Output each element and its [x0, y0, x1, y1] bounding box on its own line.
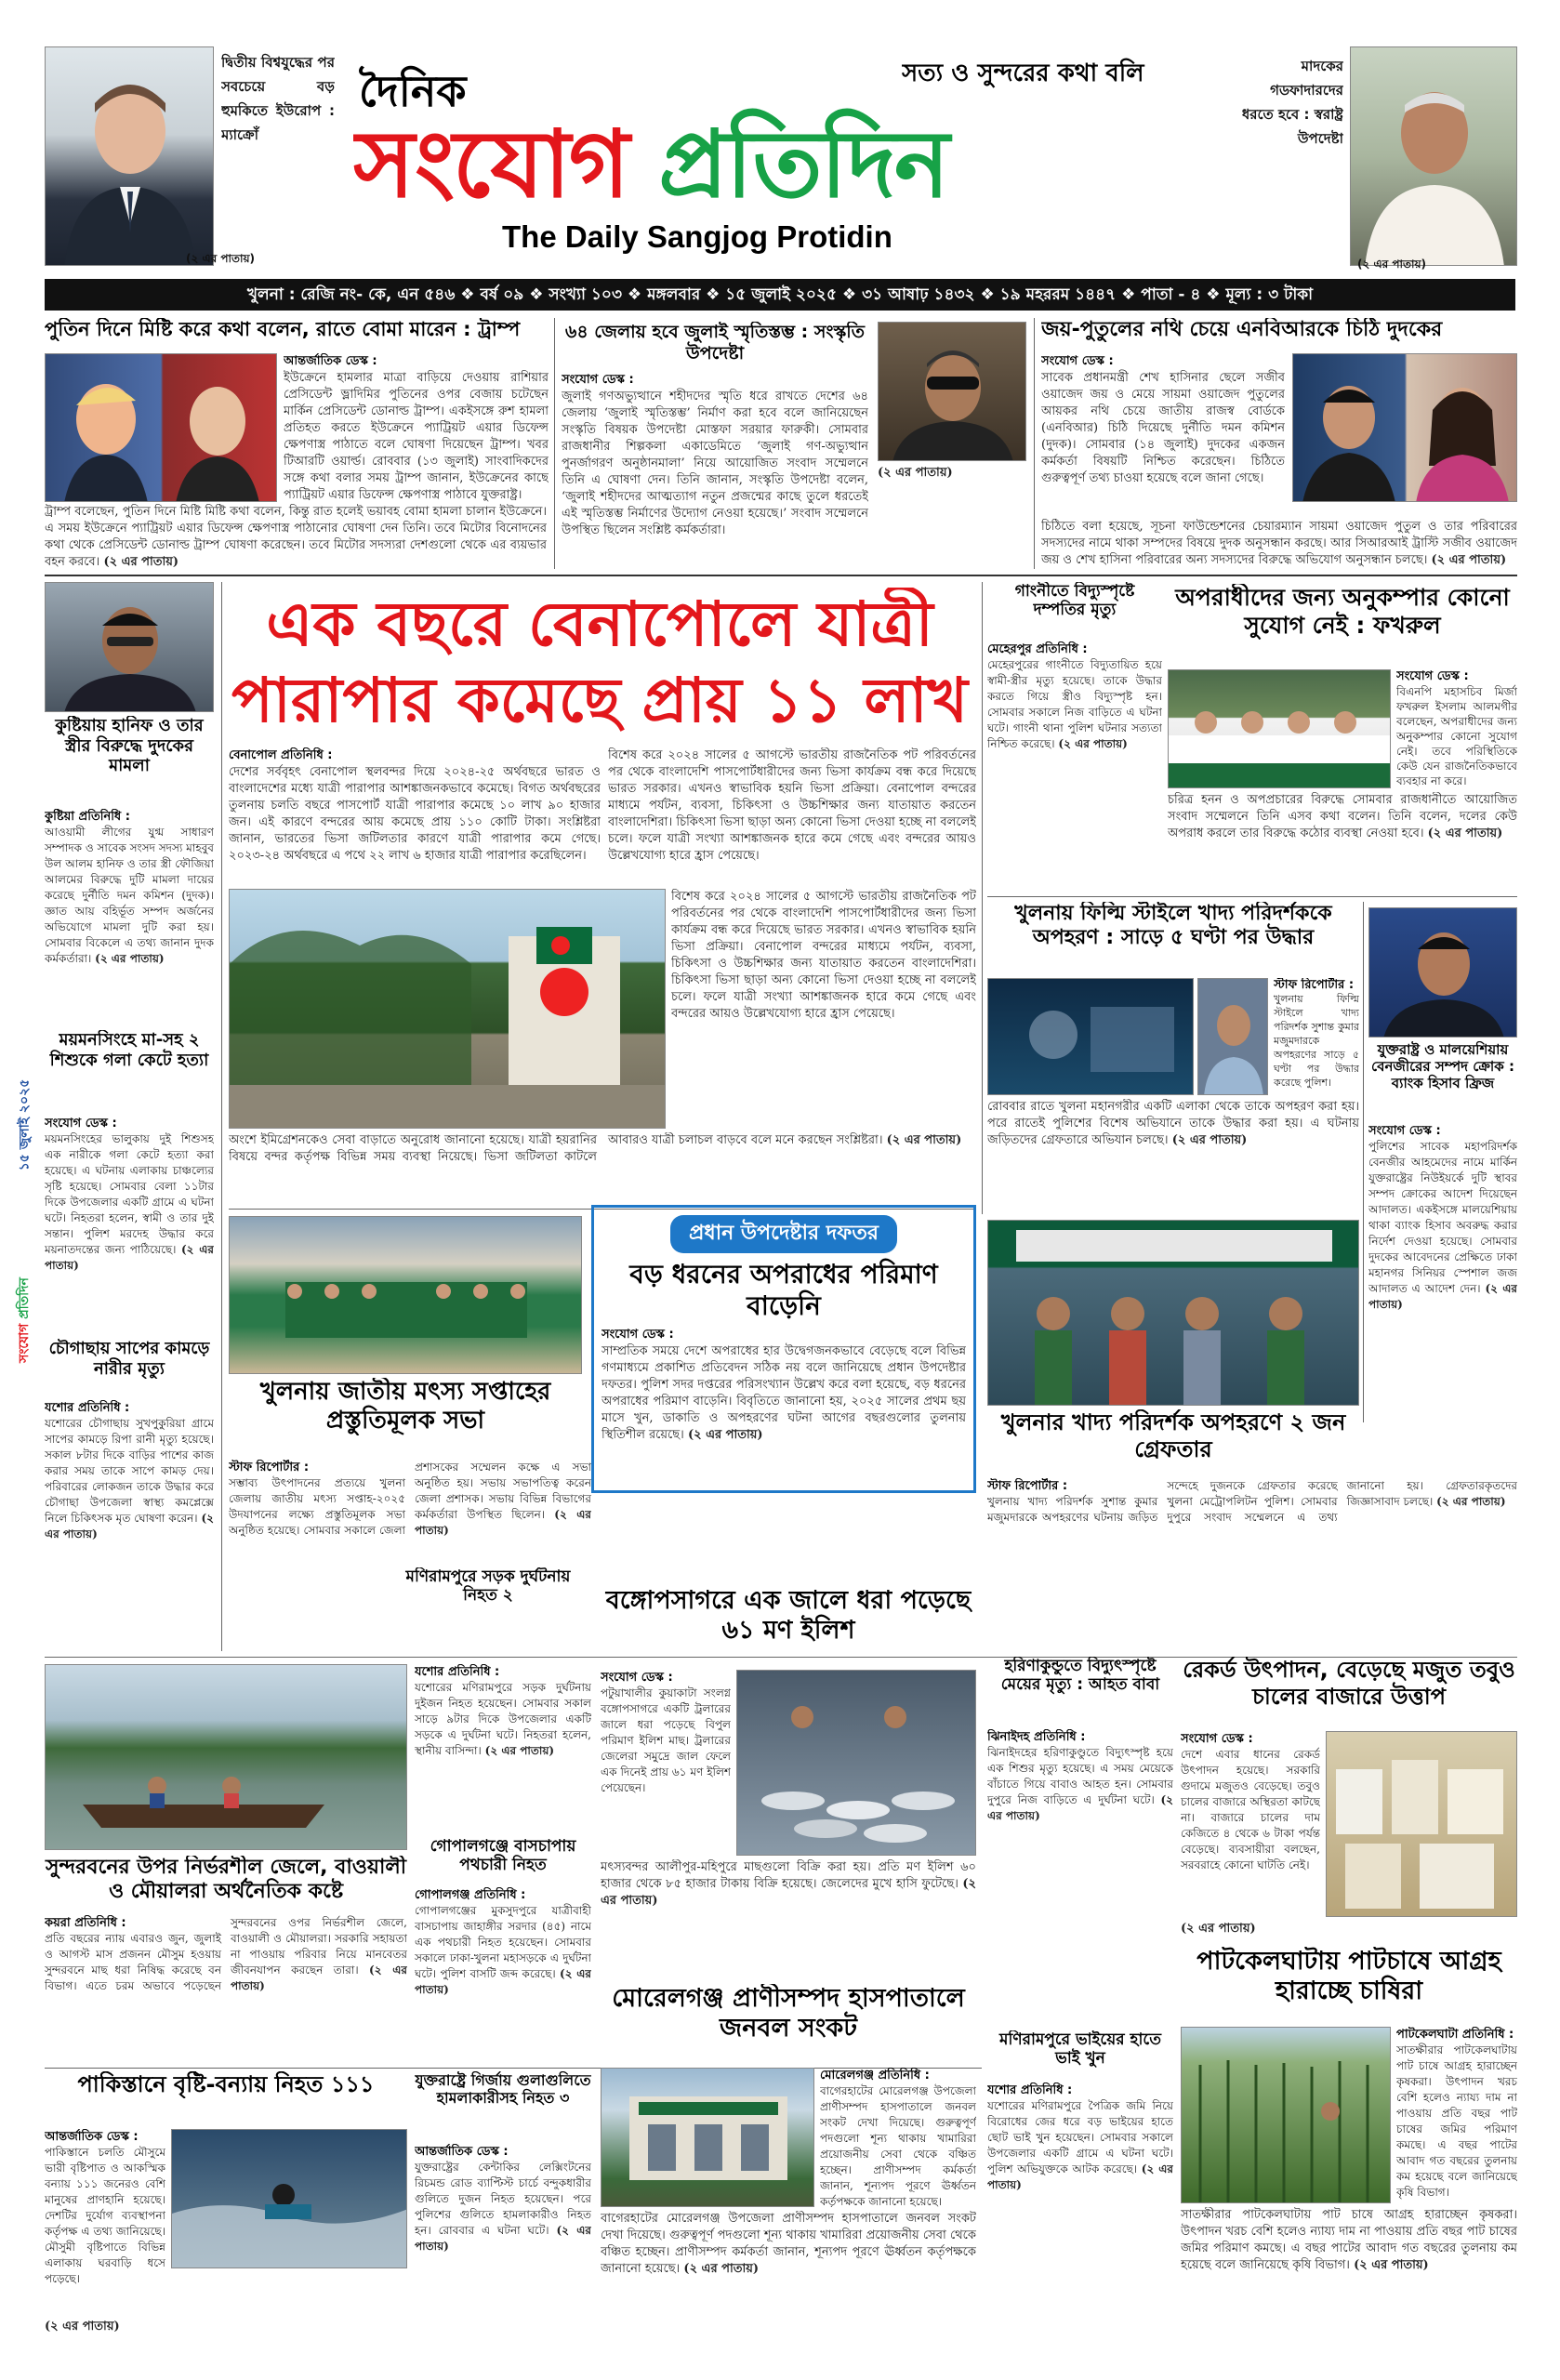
crime-box [591, 1205, 976, 1493]
july-byline: সংযোগ ডেস্ক : [562, 373, 634, 387]
trump-body-1: আন্তর্জাতিক ডেস্ক : ইউক্রেনে হামলার মাত্রা বাড়িয়ে দেওয়ায় রাশিয়ার প্রেসিডেন্ট ভ্লাদিমির পুতিনের ওপর বেজায় চটেছেন মার্কিন প্রেসিডেন্ট ডোনাল্ড ট্রাম্প। একইসঙ্গে রুশ হামলা প্রতিহত করতে ইউক্রেনে প্যাট্রিয়ট এয়ার ডিফেন্স ক্ষেপণাস্ত্র পাঠাতে বলে ঘোষণা দিয়েছেন ট্রাম্প। খবর টিআরটি ওয়ার্ল্ড। রোববার (১৩ জুলাই) সাংবাদিকদের সঙ্গে কথা বলার সময় ট্রাম্প জানান, ইউক্রেনের কাছে প্যাট্রিয়ট এয়ার ডিফেন্স ক্ষেপণাস্ত্র পাঠাবে যুক্তরাষ্ট্র। [284, 354, 549, 502]
morrelganj-body-1: মোরেলগঞ্জ প্রতিনিধি : বাগেরহাটের মোরেলগঞ্জ উপজেলা প্রাণীসম্পদ হাসপাতালে জনবল সংকট দেখা দিয়েছে। গুরুত্বপূর্ণ পদগুলো শূন্য থাকায় খামারিরা প্রয়োজনীয় সেবা থেকে বঞ্চিত হচ্ছেন। প্রাণীসম্পদ কর্মকর্তা জানান, শূন্যপদ পূরণে ঊর্ধ্বতন কর্তৃপক্ষকে জানানো হয়েছে। [820, 2069, 976, 2207]
hilsa-body-1: সংযোগ ডেস্ক : পটুয়াখালীর কুয়াকাটা সংলগ্ন বঙ্গোপসাগরে একটি ট্রলারের জালে ধরা পড়েছে বিপুল পরিমাণ ইলিশ মাছ। ট্রলারের জেলেরা সমুদ্রে জাল ফেলে এক দিনেই প্রায় ৬১ মণ ইলিশ পেয়েছেন। [601, 1671, 731, 1794]
trump-putin-photo [45, 353, 277, 502]
masthead-english-title: The Daily Sangjog Protidin [502, 219, 892, 254]
usa-church-byline: আন্তর্জাতিক ডেস্ক : [415, 2145, 509, 2159]
rice-jump: (২ এর পাতায়) [1181, 1922, 1256, 1936]
trump-body-2: ট্রাম্প বলেছেন, পুতিন দিনে মিষ্টি মিষ্টি কথা বলেন, কিন্তু রাত হলেই ভয়াবহ বোমা হামলা চালান ইউক্রেনে। এ সময় ইউক্রেনে প্যাট্রিয়ট এয়ার ডিফেন্স ক্ষেপণাস্ত্র পাঠানোর ঘোষণা দেন তিনি। তবে মিটোর বিনোদনের কথা থেকে প্রেসিডেন্ট ডোনাল্ড ট্রাম্প ঘোষণা করেছেন। তবে মিটোর সদস্যরা দেশগুলো থেকে এর ব্যয়ভার বহন করবে। (২ এর পাতায়) [45, 505, 547, 569]
photo-illustration [988, 1221, 1359, 1406]
fisheries-meeting-photo [229, 1216, 582, 1374]
teaser-right-text[interactable]: মাদকের গডফাদারদের ধরতে হবে : স্বরাষ্ট্র উপদেষ্টা [1241, 58, 1343, 147]
photo-illustration [737, 1671, 976, 1856]
sundarbans-body: কয়রা প্রতিনিধি : প্রতি বছরের ন্যায় এবারও জুন, জুলাই ও আগস্ট মাস প্রজনন মৌসুম হওয়ায় সুন্দরবনে মাছ ধরা নিষিদ্ধ করেছে বন বিভাগ। এতে চরম অভাবে পড়েছেন সুন্দরবনের ওপর নির্ভরশীল জেলে, বাওয়ালী ও মৌয়ালরা। সরকারি সহায়তা না পাওয়ায় পরিবার নিয়ে মানবেতর জীবনযাপন করছেন তারা। (২ এর পাতায়) [45, 1916, 407, 1992]
kidnap-headline[interactable]: খুলনায় ফিল্মি স্টাইলে খাদ্য পরিদর্শককে অপহরণ : সাড়ে ৫ ঘণ্টা পর উদ্ধার [1014, 902, 1332, 950]
photo-illustration [46, 1665, 407, 1850]
photo-illustration [172, 2130, 407, 2268]
chougachha-headline[interactable]: চৌগাছায় সাপের কামড়ে নারীর মৃত্যু [48, 1339, 210, 1379]
portrait-illustration [46, 47, 214, 266]
morrelganj-photo [601, 2068, 814, 2207]
fakhrul-body-1: সংযোগ ডেস্ক : বিএনপি মহাসচিব মির্জা ফখরুল ইসলাম আলমগীর বলেছেন, অপরাধীদের জন্য অনুকম্পার কোনো সুযোগ নেই। তবে পরিস্থিতিকে কেউ যেন রাজনৈতিকভাবে ব্যবহার না করে। [1396, 669, 1517, 787]
lead-body-1: বেনাপোল প্রতিনিধি : দেশের সর্ববৃহৎ বেনাপোল স্থলবন্দর দিয়ে ২০২৪-২৫ অর্থবছরে ভারত ও বাংলাদেশের মধ্যে যাত্রী পারাপার আশঙ্কাজনকভাবে কমেছে। বিগত অর্থবছরের তুলনায় চলতি বছরে পাসপোর্ট যাত্রী পারাপার কমেছে ১০ লাখ ৯০ হাজার জন। এই কারণে বন্দরের আয় কমেছে প্রায় ১১০ কোটি টাকা। সংশ্লিষ্টরা জানান, ভারতের ভিসা জটিলতার কারণে যাত্রী পারাপার কমে গেছে। ২০২৩-২৪ অর্থবছরে এ পথে ২২ লাখ ৬ হাজার যাত্রী পারাপার করেছিলেন। [229, 748, 601, 863]
benazir-photo [1368, 907, 1517, 1038]
ganghi-headline[interactable]: গাংনীতে বিদ্যুস্পৃষ্টে দম্পতির মৃত্যু [1014, 582, 1135, 620]
photo-illustration [1293, 354, 1517, 502]
monirampur-murder-byline: যশোর প্রতিনিধি : [987, 2083, 1073, 2097]
hanif-photo [45, 582, 214, 712]
morrelganj-headline[interactable]: মোরেলগঞ্জ প্রাণীসম্পদ হাসপাতালে জনবল সংকট [612, 1984, 965, 2043]
bnp-press-photo [1168, 669, 1391, 788]
faruki-photo [878, 322, 1026, 461]
lead-body-4: অংশে ইমিগ্রেশনকেও সেবা বাড়াতে অনুরোধ জানানো হয়েছে। যাত্রী হয়রানির বিষয়ে বন্দর কর্তৃপক্ষ বিভিন্ন সময় ব্যবস্থা নিয়েছে। ভিসা জটিলতা কাটলে আবারও যাত্রী চলাচল বাড়বে বলে মনে করছেন সংশ্লিষ্টরা। (২ এর পাতায়) [229, 1133, 962, 1164]
jute-body-2: সাতক্ষীরার পাটকেলঘাটায় পাট চাষে আগ্রহ হারাচ্ছেন কৃষকরা। উৎপাদন খরচ বেশি হলেও ন্যায্য দাম না পাওয়ায় প্রতি বছর পাট চাষের জমির পরিমাণ কমছে। এ বছর পাটের আবাদ গত বছরের তুলনায় কম হয়েছে বলে জানিয়েছে কৃষি বিভাগ। (২ এর পাতায়) [1181, 2208, 1517, 2272]
sundarbans-photo [45, 1664, 407, 1850]
hilsa-photo [736, 1670, 976, 1856]
hilsa-body-2: মৎস্যবন্দর আলীপুর-মহিপুরে মাছগুলো বিক্রি করা হয়। প্রতি মণ ইলিশ ৬০ হাজার থেকে ৮৫ হাজার টাকায় বিক্রি হয়েছে। জেলেদের মুখে হাসি ফুটেছে। (২ এর পাতায়) [601, 1860, 976, 1908]
lead-headline-2[interactable]: পারাপার কমেছে প্রায় ১১ লাখ [231, 665, 968, 736]
kidnap-body-1: স্টাফ রিপোর্টার : খুলনায় ফিল্মি স্টাইলে খাদ্য পরিদর্শক সুশান্ত কুমার মজুমদারকে অপহরণের সাড়ে ৫ ঘণ্টা পর উদ্ধার করেছে পুলিশ। [1274, 978, 1359, 1089]
crime-box-headline[interactable]: বড় ধরনের অপরাধের পরিমাণ বাড়েনি [629, 1259, 938, 1321]
column-divider [221, 582, 222, 1651]
portrait-illustration [1351, 47, 1517, 266]
side-logo-vertical: সংযোগ প্রতিদিন [17, 1277, 33, 1363]
teaser-right-jump: (২ এর পাতায়) [1357, 258, 1427, 271]
joy-headline[interactable]: জয়-পুতুলের নথি চেয়ে এনবিআরকে চিঠি দুদকের [1041, 318, 1443, 341]
manirampur-byline: যশোর প্রতিনিধি : [415, 1665, 500, 1679]
khulna-arrest-body: স্টাফ রিপোর্টার : খুলনায় খাদ্য পরিদর্শক সুশান্ত কুমার মজুমদারকে অপহরণের ঘটনায় জড়িত সন্দেহে দুজনকে গ্রেফতার করেছে খুলনা মেট্রোপলিটন পুলিশ। সোমবার দুপুরে সংবাদ সম্মেলনে এ তথ্য জানানো হয়। গ্রেফতারকৃতদের জিজ্ঞাসাবাদ চলছে। (২ এর পাতায়) [987, 1479, 1517, 1524]
benapole-photo [229, 889, 666, 1129]
masthead-daily-word: দৈনিক [359, 66, 467, 116]
portrait-illustration [1198, 979, 1268, 1095]
kushtia-headline[interactable]: কুষ্টিয়ায় হানিফ ও তার স্ত্রীর বিরুদ্ধে দুদকের মামলা [55, 716, 204, 776]
photo-illustration [1182, 2028, 1391, 2203]
chougachha-byline: যশোর প্রতিনিধি : [45, 1401, 130, 1415]
portrait-illustration [879, 323, 1026, 461]
rice-body-1: সংযোগ ডেস্ক : দেশে এবার ধানের রেকর্ড উৎপাদন হয়েছে। সরকারি গুদামে মজুতও বেড়েছে। তবুও চালের বাজারে অস্থিরতা কাটছে না। বাজারে চালের দাম কেজিতে ৪ থেকে ৬ টাকা পর্যন্ত বেড়েছে। ব্যবসায়ীরা বলছেন, সরবরাহে কোনো ঘাটতি নেই। [1181, 1732, 1320, 1871]
harinakundu-body: ঝিনাইদহ প্রতিনিধি : ঝিনাইদহের হরিণাকুণ্ডুতে বিদ্যুৎস্পৃষ্ট হয়ে এক শিশুর মৃত্যু হয়েছে। এ সময় মেয়েকে বাঁচাতে গিয়ে বাবাও আহত হন। সোমবার দুপুরে নিজ বাড়িতে এ দুর্ঘটনা ঘটে। (২ এর পাতায়) [987, 1730, 1173, 1822]
lead-headline-1[interactable]: এক বছরে বেনাপোলে যাত্রী [266, 588, 933, 660]
masthead-title [353, 104, 1246, 225]
side-date-vertical: ১৫ জুলাই ২০২৫ [17, 1078, 33, 1171]
sundarbans-headline[interactable]: সুন্দরবনের উপর নির্ভরশীল জেলে, বাওয়ালী ও মৌয়ালরা অর্থনৈতিক কষ্টে [45, 1856, 407, 1904]
manirampur-body: যশোর প্রতিনিধি : যশোরের মণিরামপুরে সড়ক দুর্ঘটনায় দুইজন নিহত হয়েছেন। সোমবার সকাল সাড়ে ৯টার দিকে উপজেলার একটি সড়কে এ দুর্ঘটনা ঘটে। নিহতরা হলেন, স্থানীয় বাসিন্দা। (২ এর পাতায়) [415, 1665, 591, 1757]
photo-illustration [1169, 670, 1391, 788]
crime-box-label: প্রধান উপদেষ্টার দফতর [670, 1215, 897, 1253]
photo-illustration [230, 890, 666, 1129]
july-headline[interactable]: ৬৪ জেলায় হবে জুলাই স্মৃতিস্তম্ভ : সংস্কৃতি উপদেষ্টা [565, 322, 865, 364]
masthead-tagline: সত্য ও সুন্দরের কথা বলি [902, 60, 1144, 87]
column-divider [1034, 318, 1035, 569]
trump-byline: আন্তর্জাতিক ডেস্ক : [284, 354, 377, 368]
column-divider [1363, 902, 1364, 1422]
joy-body-2: চিঠিতে বলা হয়েছে, সূচনা ফাউন্ডেশনের চেয়ারম্যান সায়মা ওয়াজেদ পুতুল ও তার পরিবারের সদস্যদের নামে থাকা সম্পদের বিষয়ে দুদক অনুসন্ধান করছে। আর সিআরআই ট্রাস্টি সজীব ওয়াজেদ জয় ও শেখ হাসিনা পরিবারের অন্য সদস্যদের বিরুদ্ধে অভিযোগ অনুসন্ধান চলছে। (২ এর পাতায়) [1041, 520, 1517, 567]
home-adviser-photo [1350, 46, 1517, 266]
malaysia-headline[interactable]: যুক্তরাষ্ট্র ও মালয়েশিয়ায় বেনজীরের সম্পদ ক্রোক : ব্যাংক হিসাব ফ্রিজ [1371, 1041, 1514, 1091]
kushtia-body: কুষ্টিয়া প্রতিনিধি : আওয়ামী লীগের যুগ্ম সাধারণ সম্পাদক ও সাবেক সংসদ সদস্য মাহবুব উল আলম হানিফ ও তার স্ত্রী ফৌজিয়া আলমের বিরুদ্ধে দুটি মামলা দায়ের করেছে দুর্নীতি দমন কমিশন (দুদক)। জ্ঞাত আয় বহির্ভূত সম্পদ অর্জনের অভিযোগে মামলা দুটি করা হয়। সোমবার বিকেলে এ তথ্য জানান দুদক কর্মকর্তারা। (২ এর পাতায়) [45, 810, 214, 965]
hilsa-byline: সংযোগ ডেস্ক : [601, 1671, 673, 1685]
fakhrul-body-2: চরিত্র হনন ও অপপ্রচারের বিরুদ্ধে সোমবার রাজধানীতে আয়োজিত সংবাদ সম্মেলনে তিনি এসব কথা বলেন। তিনি বলেন, দলের কেউ অপরাধ করলে তার বিরুদ্ধে কঠোর ব্যবস্থা নেওয়া হবে। (২ এর পাতায়) [1168, 793, 1517, 840]
chougachha-body: যশোর প্রতিনিধি : যশোরের চৌগাছায় সুখপুকুরিয়া গ্রামে সাপের কামড়ে রিপা রানী মৃত্যু হয়েছে। সকাল ৮টার দিকে বাড়ির পাশের কাজ করার সময় তাকে সাপে কামড় দেয়। পরিবারের লোকজন তাকে উদ্ধার করে চৌগাছা উপজেলা স্বাস্থ্য কমপ্লেক্সে নিলে চিকিৎসক মৃত ঘোষণা করেন। (২ এর পাতায়) [45, 1401, 214, 1540]
pakistan-body-1: আন্তর্জাতিক ডেস্ক : পাকিস্তানে চলতি মৌসুমে ভারী বৃষ্টিপাত ও আকস্মিক বন্যায় ১১১ জনেরও বেশি মানুষের প্রাণহানি হয়েছে। দেশটির দুর্যোগ ব্যবস্থাপনা কর্তৃপক্ষ এ তথ্য জানিয়েছে। মৌসুমী বৃষ্টিপাতে বিভিন্ন এলাকায় ঘরবাড়ি ধসে পড়েছে। [45, 2130, 165, 2285]
photo-illustration [602, 2069, 814, 2207]
mymensingh-byline: সংযোগ ডেস্ক : [45, 1117, 117, 1130]
mymensingh-headline[interactable]: ময়মনসিংহে মা-সহ ২ শিশুকে গলা কেটে হত্যা [49, 1030, 209, 1070]
teaser-left-jump: (২ এর পাতায়) [186, 252, 256, 265]
jute-headline[interactable]: পাটকেলঘাটায় পাটচাষে আগ্রহ হারাচ্ছে চাষিরা [1196, 1947, 1501, 2006]
khulna-arrest-byline: স্টাফ রিপোর্টার : [987, 1479, 1068, 1493]
joy-body-1: সংযোগ ডেস্ক : সাবেক প্রধানমন্ত্রী শেখ হাসিনার ছেলে সজীব ওয়াজেদ জয় ও মেয়ে সায়মা ওয়াজেদ পুতুলের আয়কর নথি চেয়ে জাতীয় রাজস্ব বোর্ডকে (এনবিআর) চিঠি দিয়েছে দুর্নীতি দমন কমিশন (দুদক)। সোমবার (১৪ জুলাই) দুদকের একজন কর্মকর্তা বিষয়টি নিশ্চিত করেছেন। চিঠিতে গুরুত্বপূর্ণ তথ্য চাওয়া হয়েছে বলে জানা গেছে। [1041, 354, 1285, 485]
joy-putul-photo [1292, 353, 1517, 502]
pakistan-body-2: (২ এর পাতায়) [45, 2320, 120, 2334]
rice-photo [1326, 1731, 1517, 1917]
fakhrul-byline: সংযোগ ডেস্ক : [1396, 669, 1469, 683]
usa-church-body: আন্তর্জাতিক ডেস্ক : যুক্তরাষ্ট্রের কেন্টাকির লেক্সিংটনের রিচমন্ড রোড ব্যাপ্টিস্ট চার্চে বন্দুকধারীর গুলিতে দুজন নিহত হয়েছেন। পরে পুলিশের গুলিতে হামলাকারীও নিহত হন। রোববার এ ঘটনা ঘটে। (২ এর পাতায়) [415, 2145, 591, 2253]
masthead-title-part1: সংযোগ [353, 110, 628, 218]
fisheries-headline[interactable]: খুলনায় জাতীয় মৎস্য সপ্তাহের প্রস্তুতিমূলক সভা [259, 1378, 551, 1435]
photo-illustration [230, 1217, 582, 1374]
monirampur-murder-body: যশোর প্রতিনিধি : যশোরের মণিরামপুরে পৈত্রিক জমি নিয়ে বিরোধের জের ধরে বড় ভাইয়ের হাতে ছোট ভাই খুন হয়েছেন। সোমবার সকালে উপজেলার একটি গ্রামে এ ঘটনা ঘটে। পুলিশ অভিযুক্তকে আটক করেছে। (২ এর পাতায়) [987, 2083, 1173, 2191]
trump-headline[interactable]: পুতিন দিনে মিষ্টি করে কথা বলেন, রাতে বোমা মারেন : ট্রাম্প [45, 318, 521, 340]
fakhrul-headline[interactable]: অপরাধীদের জন্য অনুকম্পার কোনো সুযোগ নেই : ফখরুল [1175, 584, 1510, 639]
jute-body-1: পাটকেলঘাটা প্রতিনিধি : সাতক্ষীরার পাটকেলঘাটায় পাট চাষে আগ্রহ হারাচ্ছেন কৃষকরা। উৎপাদন খরচ বেশি হলেও ন্যায্য দাম না পাওয়ায় প্রতি বছর পাট চাষের জমির পরিমাণ কমছে। এ বছর পাটের আবাদ গত বছরের তুলনায় কম হয়েছে বলে জানিয়েছে কৃষি বিভাগ। [1396, 2028, 1517, 2199]
photo-illustration [1327, 1732, 1517, 1917]
pakistan-headline[interactable]: পাকিস্তানে বৃষ্টি-বন্যায় নিহত ১১১ [77, 2071, 375, 2097]
ganghi-body: মেহেরপুর প্রতিনিধি : মেহেরপুরের গাংনীতে বিদ্যুতায়িত হয়ে স্বামী-স্ত্রীর মৃত্যু হয়েছে। তাকে উদ্ধার করতে গিয়ে স্ত্রীও বিদ্যুস্পৃষ্ট হন। সোমবার সকালে নিজ বাড়িতে এ ঘটনা ঘটে। গাংনী থানা পুলিশ ঘটনার সত্যতা নিশ্চিত করেছে। (২ এর পাতায়) [987, 642, 1162, 750]
pakistan-byline: আন্তর্জাতিক ডেস্ক : [45, 2130, 139, 2144]
kidnap-photo [987, 978, 1194, 1095]
khulna-arrest-headline[interactable]: খুলনার খাদ্য পরিদর্শক অপহরণে ২ জন গ্রেফতার [1000, 1409, 1346, 1462]
morrelganj-body-2: বাগেরহাটের মোরেলগঞ্জ উপজেলা প্রাণীসম্পদ হাসপাতালে জনবল সংকট দেখা দিয়েছে। গুরুত্বপূর্ণ পদগুলো শূন্য থাকায় খামারিরা প্রয়োজনীয় সেবা থেকে বঞ্চিত হচ্ছেন। প্রাণীসম্পদ কর্মকর্তা জানান, শূন্যপদ পূরণে ঊর্ধ্বতন কর্তৃপক্ষকে জানানো হয়েছে। (২ এর পাতায়) [601, 2212, 976, 2276]
monirampur-murder-headline[interactable]: মণিরামপুরে ভাইয়ের হাতে ভাই খুন [999, 2030, 1161, 2069]
mymensingh-body: সংযোগ ডেস্ক : ময়মনসিংহের ভালুকায় দুই শিশুসহ এক নারীকে গলা কেটে হত্যা করা হয়েছে। এ ঘটনায় এলাকায় চাঞ্চল্যের সৃষ্টি হয়েছে। সোমবার বেলা ১১টার দিকে উপজেলার একটি গ্রামে এ ঘটনা ঘটে। নিহতরা হলেন, স্বামী ও তার দুই সন্তান। পুলিশ মরদেহ উদ্ধার করে ময়নাতদন্তের জন্য পাঠিয়েছে। (২ এর পাতায়) [45, 1117, 214, 1272]
july-jump: (২ এর পাতায়) [878, 466, 953, 480]
malaysia-byline: সংযোগ ডেস্ক : [1368, 1124, 1441, 1138]
fisheries-body: স্টাফ রিপোর্টার : সম্ভাব্য উৎপাদনের প্রত্যয়ে খুলনা জেলায় জাতীয় মৎস্য সপ্তাহ-২০২৫ উদযাপনের লক্ষ্যে প্রস্তুতিমূলক সভা অনুষ্ঠিত হয়েছে। সোমবার সকালে জেলা প্রশাসকের সম্মেলন কক্ষে এ সভা অনুষ্ঠিত হয়। সভায় সভাপতিত্ব করেন জেলা প্রশাসক। সভায় বিভিন্ন বিভাগের কর্মকর্তারা উপস্থিত ছিলেন। (২ এর পাতায়) [229, 1461, 591, 1537]
section-divider [987, 896, 1517, 897]
section-divider [45, 575, 1517, 576]
info-strip: খুলনা : রেজি নং- কে, এন ৫৪৬ ❖ বর্ষ ০৯ ❖ সংখ্যা ১০৩ ❖ মঙ্গলবার ❖ ১৫ জুলাই ২০২৫ ❖ ৩১ আষাঢ় ১৪৩২ ❖ ১৯ মহররম ১৪৪৭ ❖ পাতা - ৪ ❖ মূল্য : ৩ টাকা [45, 279, 1515, 311]
rice-byline: সংযোগ ডেস্ক : [1181, 1732, 1253, 1746]
khulna-police-photo [987, 1220, 1359, 1406]
july-body: সংযোগ ডেস্ক : জুলাই গণঅভ্যুত্থানে শহীদদের স্মৃতি ধরে রাখতে দেশের ৬৪ জেলায় ‘জুলাই স্মৃতিস্তম্ভ’ নির্মাণ করা হবে বলে জানিয়েছেন সংস্কৃতি বিষয়ক উপদেষ্টা মোস্তফা সরয়ার ফারুকী। সোমবার রাজধানীর শিল্পকলা একাডেমিতে ‘জুলাই গণ-অভ্যুত্থান পুনর্জাগরণ অনুষ্ঠানমালা’ নিয়ে আয়োজিত সংবাদ সম্মেলনে তিনি এ ঘোষণা দেন। তিনি জানান, সংস্কৃতি উপদেষ্টা বলেন, ‘জুলাই শহীদদের আত্মত্যাগ নতুন প্রজন্মের কাছে তুলে ধরতেই এই স্মৃতিস্তম্ভ নির্মাণের উদ্যোগ নেওয়া হয়েছে।’ সংবাদ সম্মেলনে উপস্থিত ছিলেন সংশ্লিষ্ট কর্মকর্তারা। [562, 373, 868, 537]
joy-byline: সংযোগ ডেস্ক : [1041, 354, 1114, 368]
inspector-photo [1197, 978, 1268, 1095]
macron-photo [45, 46, 214, 266]
malaysia-body: সংযোগ ডেস্ক : পুলিশের সাবেক মহাপরিদর্শক বেনজীর আহমেদের নামে মার্কিন যুক্তরাষ্ট্রের নিউইয়র্কে দুটি স্থাবর সম্পদ ক্রোকের আদেশ দিয়েছেন আদালত। একইসঙ্গে মালয়েশিয়ায় থাকা ব্যাংক হিসাব অবরুদ্ধ করার নির্দেশ দেওয়া হয়েছে। সোমবার দুদকের আবেদনের প্রেক্ষিতে ঢাকা মহানগর সিনিয়র স্পেশাল জজ আদালত এ আদেশ দেন। (২ এর পাতায়) [1368, 1124, 1517, 1311]
lead-body-3: বিশেষ করে ২০২৪ সালের ৫ আগস্টে ভারতীয় রাজনৈতিক পট পরিবর্তনের পর থেকে বাংলাদেশি পাসপোর্টধারীদের জন্য ভিসা কার্যক্রম বন্ধ করে দিয়েছে ভারত সরকার। এখনও স্বাভাবিক হয়নি ভিসা প্রক্রিয়া। বেনাপোল বন্দরের মাধ্যমে পর্যটন, ব্যবসা, চিকিৎসা ও উচ্চশিক্ষার জন্য যাতায়াত করতেন বাংলাদেশিরা। চিকিৎসা ভিসা ছাড়া অন্য কোনো ভিসা দেওয়া হচ্ছে না বললেই চলে। ফলে যাত্রী সংখ্যা আশঙ্কাজনক হারে কমে গেছে এবং বন্দরের আয়ও উল্লেখযোগ্য হারে হ্রাস পেয়েছে। [671, 890, 976, 1021]
masthead-title-part2: প্রতিদিন [658, 110, 948, 218]
rice-headline[interactable]: রেকর্ড উৎপাদন, বেড়েছে মজুত তবুও চালের বাজারে উত্তাপ [1183, 1657, 1515, 1710]
hilsa-headline[interactable]: বঙ্গোপসাগরে এক জালে ধরা পড়েছে ৬১ মণ ইলিশ [605, 1586, 972, 1646]
jute-byline: পাটকেলঘাটা প্রতিনিধি : [1396, 2028, 1514, 2042]
kidnap-byline: স্টাফ রিপোর্টার : [1274, 978, 1355, 992]
photo-illustration [988, 979, 1194, 1095]
harinakundu-byline: ঝিনাইদহ প্রতিনিধি : [987, 1730, 1086, 1744]
ganghi-byline: মেহেরপুর প্রতিনিধি : [987, 642, 1088, 656]
crime-box-body: সংযোগ ডেস্ক : সাম্প্রতিক সময়ে দেশে অপরাধের হার উদ্বেগজনকভাবে বেড়েছে বলে বিভিন্ন গণমাধ্যমে প্রকাশিত প্রতিবেদন সঠিক নয় বলে জানিয়েছে প্রধান উপদেষ্টার দফতর। পুলিশ সদর দপ্তরের পরিসংখ্যান উল্লেখ করে বলা হয়েছে, বড় ধরনের অপরাধের পরিমাণ বাড়েনি। বিবৃতিতে জানানো হয়, ২০২৫ সালের প্রথম ছয় মাসে খুন, ডাকাতি ও অপহরণের ঘটনা আগের বছরগুলোর তুলনায় স্থিতিশীল রয়েছে। (২ এর পাতায়) [602, 1328, 966, 1443]
photo-illustration [46, 354, 277, 502]
teaser-left-text[interactable]: দ্বিতীয় বিশ্বযুদ্ধের পর সবচেয়ে বড় হুমকিতে ইউরোপ : ম্যাক্রোঁ [221, 54, 335, 143]
pakistan-flood-photo [171, 2129, 407, 2268]
usa-church-headline[interactable]: যুক্তরাষ্ট্রে গির্জায় গুলাগুলিতে হামলাকারীসহ নিহত ৩ [415, 2071, 591, 2108]
harinakundu-headline[interactable]: হরিণাকুন্ডুতে বিদ্যুৎস্পৃষ্টে মেয়ের মৃত্যু : আহত বাবা [1000, 1657, 1160, 1695]
lead-byline: বেনাপোল প্রতিনিধি : [229, 748, 333, 762]
sundarbans-byline: কয়রা প্রতিনিধি : [45, 1916, 126, 1930]
jute-photo [1181, 2027, 1391, 2203]
portrait-illustration [1369, 908, 1517, 1038]
column-divider [554, 318, 555, 569]
gopalganj-body: গোপালগঞ্জ প্রতিনিধি : গোপালগঞ্জের মুকসুদপুরে যাত্রীবাহী বাসচাপায় জাহাঙ্গীর সরদার (৪৫) নামে এক পথচারী নিহত হয়েছেন। সোমবার সকালে ঢাকা-খুলনা মহাসড়কে এ দুর্ঘটনা ঘটে। পুলিশ বাসটি জব্দ করেছে। (২ এর পাতায়) [415, 1888, 591, 1996]
portrait-illustration [46, 583, 214, 712]
morrelganj-byline: মোরেলগঞ্জ প্রতিনিধি : [820, 2069, 930, 2082]
manirampur-headline[interactable]: মণিরামপুরে সড়ক দুর্ঘটনায় নিহত ২ [405, 1567, 571, 1606]
column-divider [982, 582, 983, 1214]
lead-body-2: বিশেষ করে ২০২৪ সালের ৫ আগস্টে ভারতীয় রাজনৈতিক পট পরিবর্তনের পর থেকে বাংলাদেশি পাসপোর্টধারীদের জন্য ভিসা কার্যক্রম বন্ধ করে দিয়েছে ভারত সরকার। এখনও স্বাভাবিক হয়নি ভিসা প্রক্রিয়া। বেনাপোল বন্দরের মাধ্যমে পর্যটন, ব্যবসা, চিকিৎসা ও উচ্চশিক্ষার জন্য যাতায়াত করতেন বাংলাদেশিরা। চিকিৎসা ভিসা ছাড়া অন্য কোনো ভিসা দেওয়া হচ্ছে না বললেই চলে। ফলে যাত্রী সংখ্যা আশঙ্কাজনক হারে কমে গেছে এবং বন্দরের আয়ও উল্লেখযোগ্য হারে হ্রাস পেয়েছে। [608, 748, 976, 863]
fisheries-byline: স্টাফ রিপোর্টার : [229, 1461, 310, 1474]
gopalganj-byline: গোপালগঞ্জ প্রতিনিধি : [415, 1888, 526, 1902]
crime-box-byline: সংযোগ ডেস্ক : [602, 1328, 674, 1342]
kushtia-byline: কুষ্টিয়া প্রতিনিধি : [45, 810, 130, 824]
gopalganj-headline[interactable]: গোপালগঞ্জে বাসচাপায় পথচারী নিহত [430, 1837, 576, 1875]
kidnap-body-2: রোববার রাতে খুলনা মহানগরীর একটি এলাকা থেকে তাকে অপহরণ করা হয়। পরে রাতেই পুলিশের বিশেষ অভিযানে তাকে উদ্ধার করা হয়। এ ঘটনায় জড়িতদের গ্রেফতারে অভিযান চলছে। (২ এর পাতায়) [987, 1100, 1359, 1147]
